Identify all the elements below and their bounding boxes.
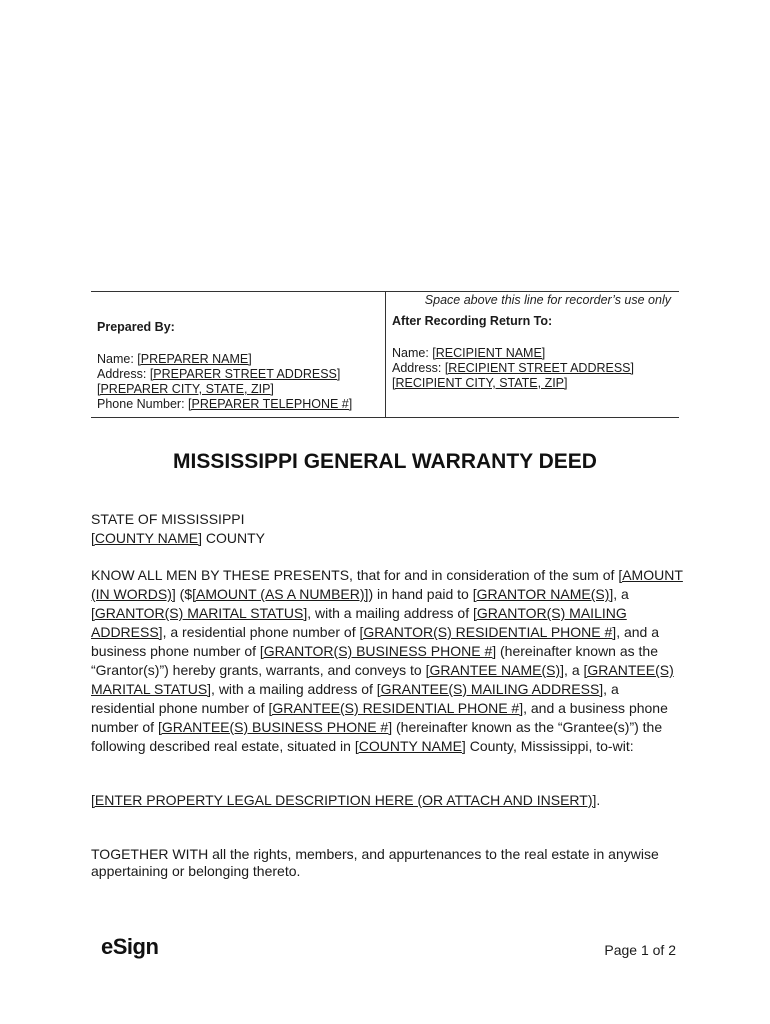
amount-number-field[interactable]: [AMOUNT (AS A NUMBER)] <box>192 586 369 602</box>
grantee-business-phone-field[interactable]: [GRANTEE(S) BUSINESS PHONE #] <box>157 719 393 735</box>
preparer-address-line <box>97 367 352 382</box>
preparer-address-label: Address: <box>97 367 150 381</box>
recipient-address-line <box>392 361 634 376</box>
recipient-address-field[interactable]: [RECIPIENT STREET ADDRESS] <box>444 361 634 375</box>
grantee-residential-phone-field[interactable]: [GRANTEE(S) RESIDENTIAL PHONE #] <box>268 700 524 716</box>
recipient-name-line <box>392 346 634 361</box>
grantor-mailing-address-field[interactable]: [GRANTOR(S) MAILING ADDRESS] <box>91 605 627 640</box>
recorder-box-divider <box>385 292 386 417</box>
preparer-phone-field[interactable]: [PREPARER TELEPHONE #] <box>188 397 353 411</box>
together-with-paragraph: TOGETHER WITH all the rights, members, and appurtenances to the real estate in anywise appertaining or belonging thereto. <box>91 846 659 879</box>
recipient-name-label: Name: <box>392 346 433 360</box>
preparer-name-label: Name: <box>97 352 138 366</box>
state-county-block <box>91 510 683 548</box>
state-line: STATE OF MISSISSIPPI <box>91 511 245 527</box>
grantee-mailing-address-field[interactable]: [GRANTEE(S) MAILING ADDRESS] <box>376 681 604 697</box>
document-title: MISSISSIPPI GENERAL WARRANTY DEED <box>173 450 597 473</box>
text-run: KNOW ALL MEN BY THESE PRESENTS, that for and in consideration of the sum of <box>91 567 619 583</box>
preparer-name-field[interactable]: [PREPARER NAME] <box>137 352 252 366</box>
county-suffix: COUNTY <box>201 530 265 546</box>
grantee-name-field[interactable]: [GRANTEE NAME(S)] <box>425 662 565 678</box>
county-line <box>91 529 683 548</box>
prepared-by-heading: Prepared By: <box>97 320 175 334</box>
text-run: , and a business phone number of <box>91 624 660 659</box>
grantor-name-field[interactable]: [GRANTOR NAME(S)] <box>472 586 614 602</box>
recipient-address-label: Address: <box>392 361 445 375</box>
preparer-phone-label: Phone Number: <box>97 397 189 411</box>
grantee-marital-status-field[interactable]: [GRANTEE(S) MARITAL STATUS] <box>91 662 674 697</box>
text-run: , a residential phone number of <box>91 681 619 716</box>
recorder-note: Space above this line for recorder’s use only <box>424 293 671 307</box>
recipient-block <box>392 346 634 391</box>
text-run: , with a mailing address of <box>211 681 377 697</box>
preparer-phone-line <box>97 397 352 412</box>
preparer-address-field[interactable]: [PREPARER STREET ADDRESS] <box>149 367 341 381</box>
recipient-city-line <box>392 376 634 391</box>
page-number: Page 1 of 2 <box>604 942 676 958</box>
recorder-box <box>91 291 679 418</box>
consideration-paragraph <box>91 566 683 756</box>
grantor-residential-phone-field[interactable]: [GRANTOR(S) RESIDENTIAL PHONE #] <box>359 624 617 640</box>
text-run: , with a mailing address of <box>307 605 473 621</box>
amount-words-field[interactable]: [AMOUNT (IN WORDS)] <box>91 567 683 602</box>
legal-description-line <box>91 791 683 810</box>
legal-description-field[interactable]: [ENTER PROPERTY LEGAL DESCRIPTION HERE (OR ATTACH AND INSERT)] <box>91 792 597 808</box>
text-run: (hereinafter known as the “Grantor(s)”) hereby grants, warrants, and conveys to <box>91 643 658 678</box>
county-name-field[interactable]: [COUNTY NAME] <box>91 530 202 546</box>
text-run: (hereinafter known as the “Grantee(s)”) the following described real estate, situated in <box>91 719 663 754</box>
preparer-city-field[interactable]: [PREPARER CITY, STATE, ZIP] <box>97 382 274 396</box>
recipient-name-field[interactable]: [RECIPIENT NAME] <box>432 346 546 360</box>
text-run: , a residential phone number of <box>162 624 360 640</box>
text-run: ($ <box>175 586 193 602</box>
text-run: , and a business phone number of <box>91 700 668 735</box>
legal-description-suffix: . <box>596 792 601 808</box>
preparer-city-line <box>97 382 352 397</box>
preparer-name-line <box>97 352 352 367</box>
text-run: ) in hand paid to <box>368 586 473 602</box>
county-name-field[interactable]: [COUNTY NAME] <box>354 738 466 754</box>
grantor-marital-status-field[interactable]: [GRANTOR(S) MARITAL STATUS] <box>91 605 308 621</box>
text-run: , a <box>564 662 584 678</box>
recipient-city-field[interactable]: [RECIPIENT CITY, STATE, ZIP] <box>392 376 568 390</box>
esign-logo: eSign <box>101 934 159 959</box>
text-run: County, Mississippi, to-wit: <box>465 738 634 754</box>
preparer-block <box>97 352 352 412</box>
text-run: , a <box>613 586 629 602</box>
grantor-business-phone-field[interactable]: [GRANTOR(S) BUSINESS PHONE #] <box>259 643 497 659</box>
return-to-heading: After Recording Return To: <box>392 314 553 328</box>
